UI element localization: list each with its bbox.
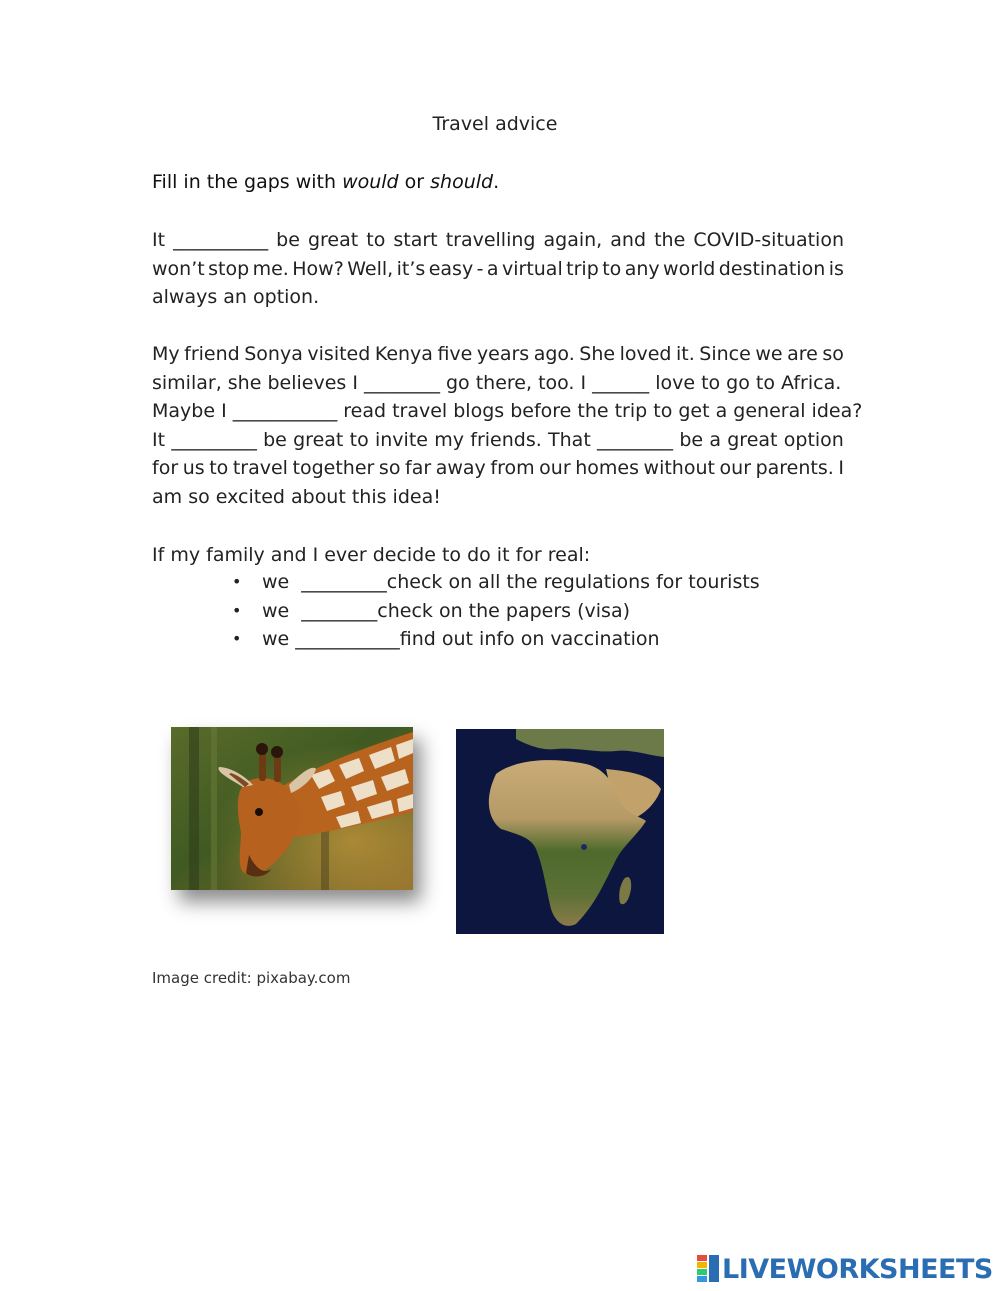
instruction: Fill in the gaps with would or should.	[152, 171, 500, 193]
paragraph-1-line-2: won’t stop me. How? Well, it’s easy - a virtual trip to any world destination is	[152, 257, 844, 280]
paragraph-1-line-1: It __________ be great to start travelling again, and the COVID-situation	[152, 226, 844, 255]
list-item[interactable]: • we ___________find out info on vaccination	[232, 625, 760, 654]
paragraph-2-line-2[interactable]: similar, she believes I ________ go there, too. I ______ love to go to Africa.	[152, 371, 842, 394]
paragraph-2-line-1: My friend Sonya visited Kenya five years ago. She loved it. Since we are so	[152, 343, 844, 365]
giraffe-photo	[171, 727, 413, 890]
liveworksheets-logo[interactable]	[697, 1253, 993, 1285]
gap-5[interactable]: _________	[171, 428, 257, 451]
list-item[interactable]: • we _________check on all the regulations for tourists	[232, 568, 760, 597]
paragraph-2-line-6: am so excited about this idea!	[152, 485, 441, 508]
regulation-list	[232, 568, 760, 654]
liveworksheets-wordmark: LIVEWORKSHEETS	[722, 1253, 993, 1285]
liveworksheets-logo-icon	[697, 1255, 719, 1283]
paragraph-1-line-3: always an option.	[152, 286, 320, 309]
paragraph-3	[152, 541, 844, 570]
word-would: would	[342, 171, 399, 193]
africa-map-image	[456, 729, 664, 934]
paragraph-1	[152, 226, 844, 312]
paragraph-2	[152, 340, 863, 512]
list-item[interactable]: • we ________check on the papers (visa)	[232, 597, 760, 626]
gap-6[interactable]: ________	[597, 428, 674, 451]
word-should: should	[430, 171, 494, 193]
paragraph-3-intro: If my family and I ever decide to do it for real:	[152, 544, 591, 566]
paragraph-2-line-5: for us to travel together so far away from our homes without our parents. I	[152, 457, 844, 480]
paragraph-2-line-3[interactable]: Maybe I ___________ read travel blogs before the trip to get a general idea?	[152, 400, 863, 423]
worksheet-title: Travel advice	[432, 113, 558, 135]
image-credit: Image credit: pixabay.com	[152, 969, 351, 987]
gap-1[interactable]: __________	[173, 229, 269, 251]
paragraph-2-line-4: It _________ be great to invite my friends. That ________ be a great option	[152, 426, 844, 455]
